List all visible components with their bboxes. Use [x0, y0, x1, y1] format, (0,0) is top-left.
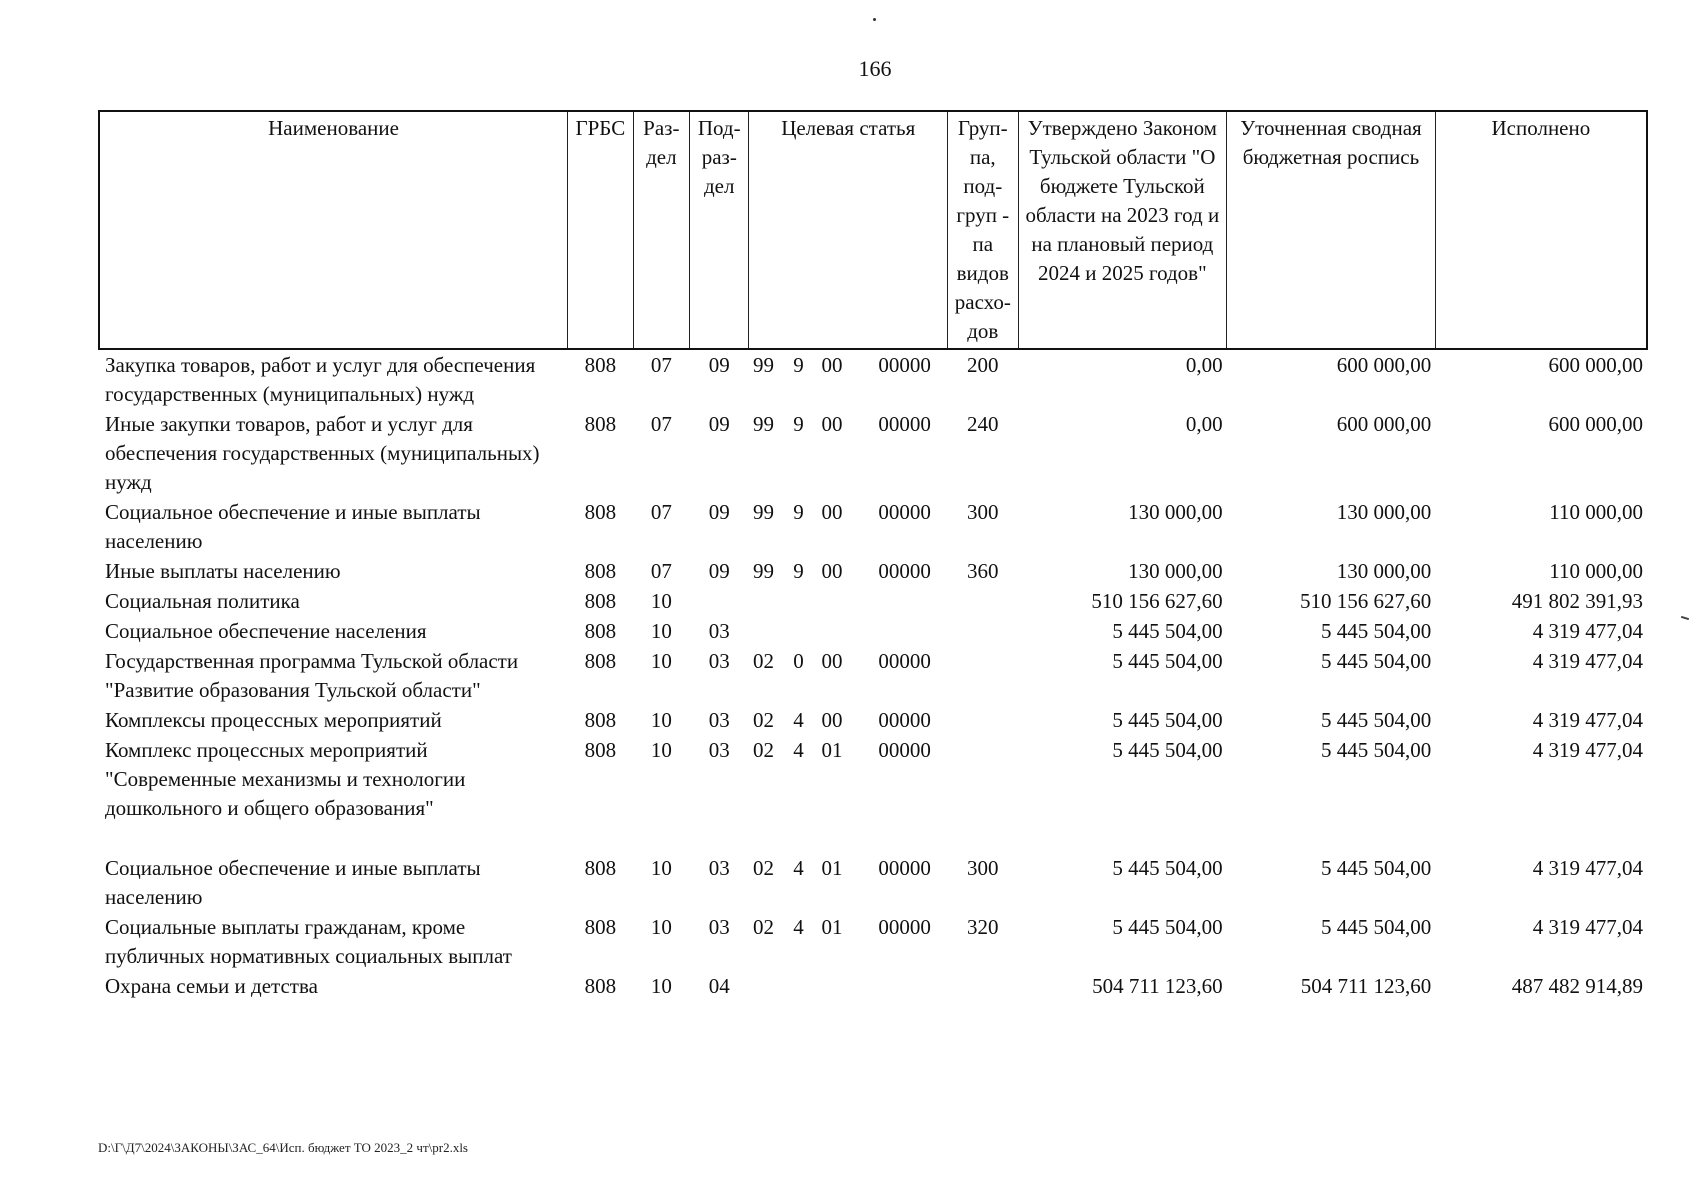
cell-name: Комплекс процессных мероприятий "Современные механизмы и технологии дошкольного и общего образования" — [105, 738, 466, 820]
scan-mark — [1681, 616, 1689, 620]
cell-razdel: 10 — [650, 915, 672, 939]
cell-name: Социальные выплаты гражданам, кроме публичных нормативных социальных выплат — [105, 915, 512, 968]
cell-approved: 5 445 504,00 — [1112, 649, 1223, 673]
cell-refined: 5 445 504,00 — [1321, 619, 1432, 643]
cell-grbs: 808 — [584, 559, 617, 583]
table-row — [99, 349, 1647, 409]
cell-name: Закупка товаров, работ и услуг для обеспечения государственных (муниципальных) нужд — [105, 353, 536, 406]
cell-approved: 0,00 — [1185, 353, 1223, 377]
cell-executed: 600 000,00 — [1548, 353, 1643, 377]
cell-target-event: 00 — [821, 708, 843, 732]
cell-podrazdel: 03 — [708, 856, 730, 880]
header-podrazdel: Под-раз-дел — [690, 111, 749, 349]
cell-razdel: 10 — [650, 589, 672, 613]
cell-target-subprogram: 9 — [793, 412, 804, 436]
cell-target-event: 00 — [821, 559, 843, 583]
cell-target-direction: 00000 — [878, 708, 931, 732]
cell-grbs: 808 — [584, 974, 617, 998]
cell-target-program: 99 — [752, 500, 774, 524]
cell-razdel: 10 — [650, 649, 672, 673]
header-approved: Утверждено Законом Тульской области "О бюджете Тульской области на 2023 год и на плановый период 2024 и 2025 годов" — [1018, 111, 1227, 349]
cell-approved: 5 445 504,00 — [1112, 619, 1223, 643]
cell-podrazdel: 03 — [708, 649, 730, 673]
header-razdel: Раз-дел — [633, 111, 689, 349]
table-row — [99, 912, 1647, 971]
cell-target-program: 02 — [752, 915, 774, 939]
cell-target-program: 02 — [752, 856, 774, 880]
cell-target-program: 99 — [752, 412, 774, 436]
cell-approved: 5 445 504,00 — [1112, 708, 1223, 732]
cell-target-program: 02 — [752, 738, 774, 762]
cell-refined: 5 445 504,00 — [1321, 915, 1432, 939]
cell-target-subprogram: 4 — [793, 738, 804, 762]
cell-approved: 510 156 627,60 — [1091, 589, 1223, 613]
cell-executed: 4 319 477,04 — [1532, 708, 1643, 732]
cell-target-direction: 00000 — [878, 856, 931, 880]
cell-razdel: 10 — [650, 619, 672, 643]
cell-podrazdel: 09 — [708, 353, 730, 377]
cell-executed: 491 802 391,93 — [1511, 589, 1643, 613]
cell-vid — [948, 705, 1019, 735]
cell-target-event: 00 — [821, 412, 843, 436]
table-row — [99, 616, 1647, 646]
cell-target-direction: 00000 — [878, 500, 931, 524]
cell-podrazdel: 03 — [708, 619, 730, 643]
cell-executed: 487 482 914,89 — [1511, 974, 1643, 998]
budget-table — [98, 110, 1648, 1001]
cell-refined: 600 000,00 — [1336, 353, 1432, 377]
cell-vid — [948, 586, 1019, 616]
cell-grbs: 808 — [584, 412, 617, 436]
cell-target-direction: 00000 — [878, 412, 931, 436]
cell-grbs: 808 — [584, 738, 617, 762]
cell-vid — [948, 971, 1019, 1001]
cell-executed: 4 319 477,04 — [1532, 915, 1643, 939]
cell-refined: 504 711 123,60 — [1300, 974, 1432, 998]
cell-approved: 130 000,00 — [1128, 500, 1223, 524]
cell-podrazdel: 09 — [708, 412, 730, 436]
cell-podrazdel: 04 — [708, 974, 730, 998]
table-row — [99, 497, 1647, 556]
cell-target-direction — [862, 971, 948, 1001]
cell-name: Социальное обеспечение и иные выплаты населению — [105, 856, 481, 909]
cell-grbs: 808 — [584, 649, 617, 673]
cell-target-event: 01 — [821, 738, 843, 762]
cell-refined: 510 156 627,60 — [1300, 589, 1432, 613]
cell-target-event — [817, 971, 861, 1001]
cell-approved: 130 000,00 — [1128, 559, 1223, 583]
table-row — [99, 586, 1647, 616]
page-number: 166 — [858, 56, 892, 81]
header-target: Целевая статья — [749, 111, 948, 349]
cell-target-program — [749, 616, 789, 646]
table-body — [99, 349, 1647, 1001]
table-row — [99, 409, 1647, 497]
cell-executed: 110 000,00 — [1549, 500, 1643, 524]
cell-name: Социальное обеспечение и иные выплаты населению — [105, 500, 481, 553]
cell-target-event: 00 — [821, 500, 843, 524]
cell-target-subprogram: 4 — [793, 856, 804, 880]
cell-target-subprogram — [789, 586, 817, 616]
header-executed: Исполнено — [1435, 111, 1647, 349]
cell-vid — [948, 735, 1019, 853]
table-row — [99, 735, 1647, 853]
cell-razdel: 10 — [650, 974, 672, 998]
cell-approved: 5 445 504,00 — [1112, 915, 1223, 939]
cell-target-event: 00 — [821, 649, 843, 673]
cell-vid — [948, 646, 1019, 705]
cell-target-event — [817, 616, 861, 646]
cell-target-direction: 00000 — [878, 915, 931, 939]
cell-target-direction: 00000 — [878, 738, 931, 762]
cell-name: Комплексы процессных мероприятий — [105, 708, 442, 732]
cell-grbs: 808 — [584, 589, 617, 613]
cell-refined: 5 445 504,00 — [1321, 856, 1432, 880]
cell-razdel: 10 — [650, 856, 672, 880]
cell-podrazdel: 09 — [708, 559, 730, 583]
cell-executed: 4 319 477,04 — [1532, 619, 1643, 643]
cell-target-direction: 00000 — [878, 649, 931, 673]
cell-target-subprogram — [789, 971, 817, 1001]
cell-executed: 4 319 477,04 — [1532, 649, 1643, 673]
cell-target-event: 01 — [821, 856, 843, 880]
cell-approved: 5 445 504,00 — [1112, 738, 1223, 762]
cell-target-subprogram: 0 — [793, 649, 804, 673]
cell-vid — [948, 616, 1019, 646]
cell-executed: 110 000,00 — [1549, 559, 1643, 583]
cell-target-direction: 00000 — [878, 559, 931, 583]
cell-name: Иные закупки товаров, работ и услуг для обеспечения государственных (муниципальных) нужд — [105, 412, 540, 494]
cell-refined: 5 445 504,00 — [1321, 738, 1432, 762]
header-refined: Уточненная сводная бюджетная роспись — [1227, 111, 1436, 349]
cell-refined: 130 000,00 — [1336, 559, 1432, 583]
cell-razdel: 10 — [650, 738, 672, 762]
cell-podrazdel: 03 — [708, 708, 730, 732]
scan-dot — [873, 18, 876, 21]
cell-razdel: 07 — [650, 353, 672, 377]
cell-target-subprogram: 4 — [793, 915, 804, 939]
cell-target-event — [817, 586, 861, 616]
cell-target-subprogram: 9 — [793, 559, 804, 583]
cell-target-program: 99 — [752, 559, 774, 583]
footer-file-path: D:\Г\Д7\2024\ЗАКОНЫ\ЗАС_64\Исп. бюджет ТО 2023_2 чт\pr2.xls — [98, 1140, 468, 1155]
cell-vid: 240 — [967, 412, 999, 436]
cell-target-direction — [862, 586, 948, 616]
table-row — [99, 853, 1647, 912]
cell-vid: 360 — [967, 559, 999, 583]
cell-grbs: 808 — [584, 500, 617, 524]
cell-vid: 200 — [967, 353, 999, 377]
cell-target-program: 99 — [752, 353, 774, 377]
cell-name: Иные выплаты населению — [105, 559, 341, 583]
cell-vid: 300 — [967, 500, 999, 524]
cell-approved: 0,00 — [1185, 412, 1223, 436]
cell-target-event: 01 — [821, 915, 843, 939]
header-grbs: ГРБС — [568, 111, 634, 349]
cell-podrazdel — [690, 586, 749, 616]
header-name: Наименование — [99, 111, 568, 349]
cell-target-subprogram: 9 — [793, 500, 804, 524]
cell-podrazdel: 03 — [708, 738, 730, 762]
cell-name: Государственная программа Тульской области "Развитие образования Тульской области" — [105, 649, 519, 702]
cell-razdel: 07 — [650, 500, 672, 524]
cell-target-event: 00 — [821, 353, 843, 377]
cell-approved: 5 445 504,00 — [1112, 856, 1223, 880]
cell-refined: 5 445 504,00 — [1321, 649, 1432, 673]
cell-target-program — [749, 971, 789, 1001]
cell-target-program — [749, 586, 789, 616]
cell-name: Социальное обеспечение населения — [105, 619, 427, 643]
cell-refined: 5 445 504,00 — [1321, 708, 1432, 732]
cell-executed: 4 319 477,04 — [1532, 856, 1643, 880]
cell-razdel: 07 — [650, 412, 672, 436]
cell-approved: 504 711 123,60 — [1092, 974, 1223, 998]
cell-target-direction: 00000 — [878, 353, 931, 377]
cell-target-subprogram — [789, 616, 817, 646]
cell-target-direction — [862, 616, 948, 646]
cell-target-subprogram: 9 — [793, 353, 804, 377]
cell-name: Социальная политика — [105, 589, 300, 613]
cell-grbs: 808 — [584, 619, 617, 643]
cell-razdel: 10 — [650, 708, 672, 732]
cell-vid: 320 — [967, 915, 999, 939]
cell-name: Охрана семьи и детства — [105, 974, 318, 998]
cell-grbs: 808 — [584, 856, 617, 880]
cell-executed: 4 319 477,04 — [1532, 738, 1643, 762]
cell-target-program: 02 — [752, 649, 774, 673]
cell-grbs: 808 — [584, 353, 617, 377]
cell-target-program: 02 — [752, 708, 774, 732]
table-row — [99, 705, 1647, 735]
cell-executed: 600 000,00 — [1548, 412, 1643, 436]
table-row — [99, 971, 1647, 1001]
cell-razdel: 07 — [650, 559, 672, 583]
table-row — [99, 556, 1647, 586]
cell-vid: 300 — [967, 856, 999, 880]
cell-refined: 600 000,00 — [1336, 412, 1432, 436]
cell-podrazdel: 03 — [708, 915, 730, 939]
cell-grbs: 808 — [584, 708, 617, 732]
cell-podrazdel: 09 — [708, 500, 730, 524]
table-header-row — [99, 111, 1647, 349]
table-row — [99, 646, 1647, 705]
cell-target-subprogram: 4 — [793, 708, 804, 732]
cell-refined: 130 000,00 — [1336, 500, 1432, 524]
header-vid: Груп-па, под-груп - па видов расхо-дов — [948, 111, 1019, 349]
cell-grbs: 808 — [584, 915, 617, 939]
